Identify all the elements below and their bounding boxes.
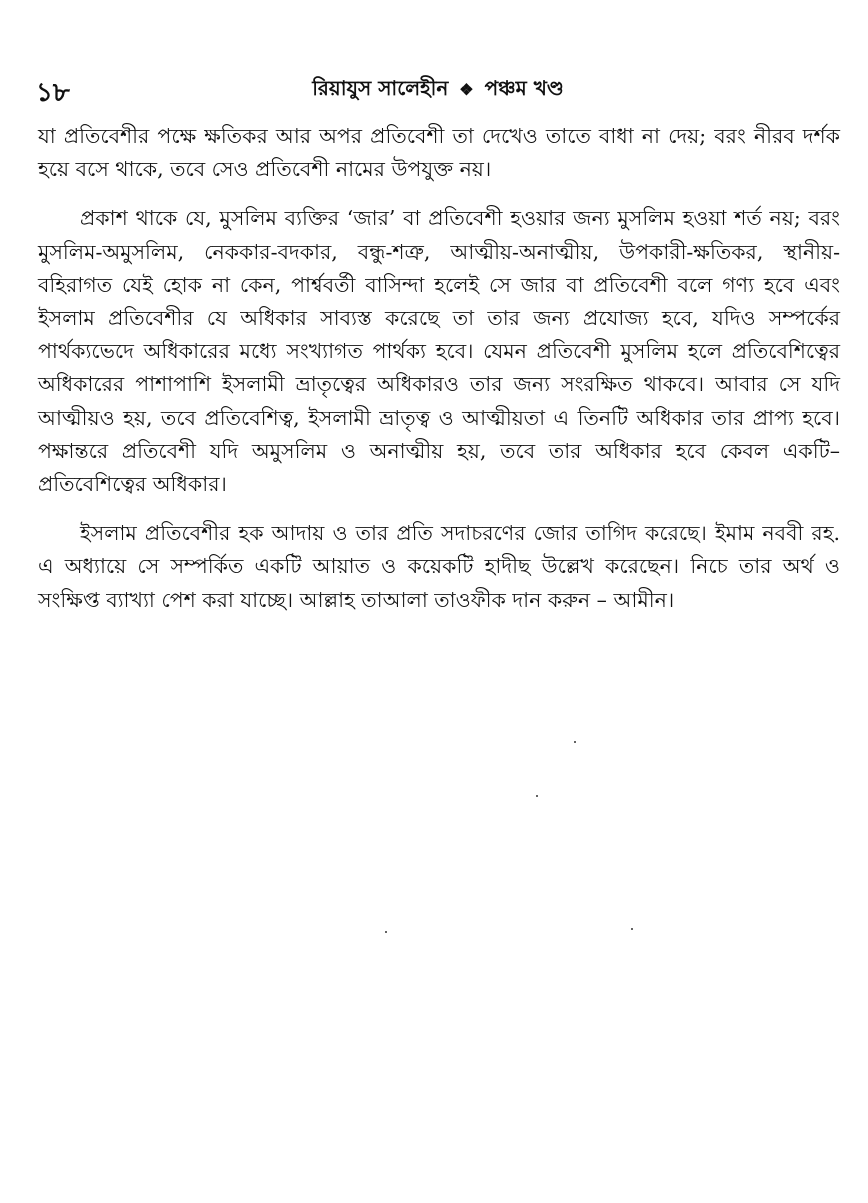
scan-speck (631, 928, 633, 930)
scan-speck (574, 741, 576, 743)
running-head (36, 74, 840, 107)
header-separator-ornament: ❖ (459, 80, 474, 99)
volume-label: পঞ্চম খণ্ড (484, 76, 564, 100)
page-body (38, 120, 840, 633)
scan-speck (385, 931, 387, 933)
book-title: রিয়াযুস সালেহীন (312, 76, 449, 100)
paragraph-chapter-intro: ইসলাম প্রতিবেশীর হক আদায় ও তার প্রতি সদাচরণের জোর তাগিদ করেছে। ইমাম নববী রহ. এ অধ্যায়ে সে সম্পর্কিত একটি আয়াত ও কয়েকটি হাদীছ উল্লেখ করেছেন। নিচে তার অর্থ ও সংক্ষিপ্ত ব্যাখ্যা পেশ করা যাচ্ছে। আল্লাহ তাআলা তাওফীক দান করুন – আমীন। (38, 521, 840, 612)
page-number: ১৮ (36, 78, 70, 108)
paragraph-neighbor-definition: প্রকাশ থাকে যে, মুসলিম ব্যক্তির ‘জার’ বা প্রতিবেশী হওয়ার জন্য মুসলিম হওয়া শর্ত নয়; বরং মুসলিম-অমুসলিম, নেককার-বদকার, বন্ধু-শত্রু, আত্মীয়-অনাত্মীয়, উপকারী-ক্ষতিকর, স্থানীয়-বহিরাগত যেই হোক না কেন, পার্শ্ববর্তী বাসিন্দা হলেই সে জার বা প্রতিবেশী বলে গণ্য হবে এবং ইসলাম প্রতিবেশীর যে অধিকার সাব্যস্ত করেছে তা তার জন্য প্রযোজ্য হবে, যদিও সম্পর্কের পার্থক্যভেদে অধিকারের মধ্যে সংখ্যাগত পার্থক্য হবে। যেমন প্রতিবেশী মুসলিম হলে প্রতিবেশিত্বের অধিকারের পাশাপাশি ইসলামী ভ্রাতৃত্বের অধিকারও তার জন্য সংরক্ষিত থাকবে। আবার সে যদি আত্মীয়ও হয়, তবে প্রতিবেশিত্ব, ইসলামী ভ্রাতৃত্ব ও আত্মীয়তা এ তিনটি অধিকার তার প্রাপ্য হবে। পক্ষান্তরে প্রতিবেশী যদি অমুসলিম ও অনাত্মীয় হয়, তবে তার অধিকার হবে কেবল একটি– প্রতিবেশিত্বের অধিকার। (38, 206, 840, 497)
scan-speck (536, 795, 538, 797)
paragraph-continuation: যা প্রতিবেশীর পক্ষে ক্ষতিকর আর অপর প্রতিবেশী তা দেখেও তাতে বাধা না দেয়; বরং নীরব দর্শক হয়ে বসে থাকে, তবে সেও প্রতিবেশী নামের উপযুক্ত নয়। (38, 124, 840, 182)
page-header (36, 72, 840, 106)
